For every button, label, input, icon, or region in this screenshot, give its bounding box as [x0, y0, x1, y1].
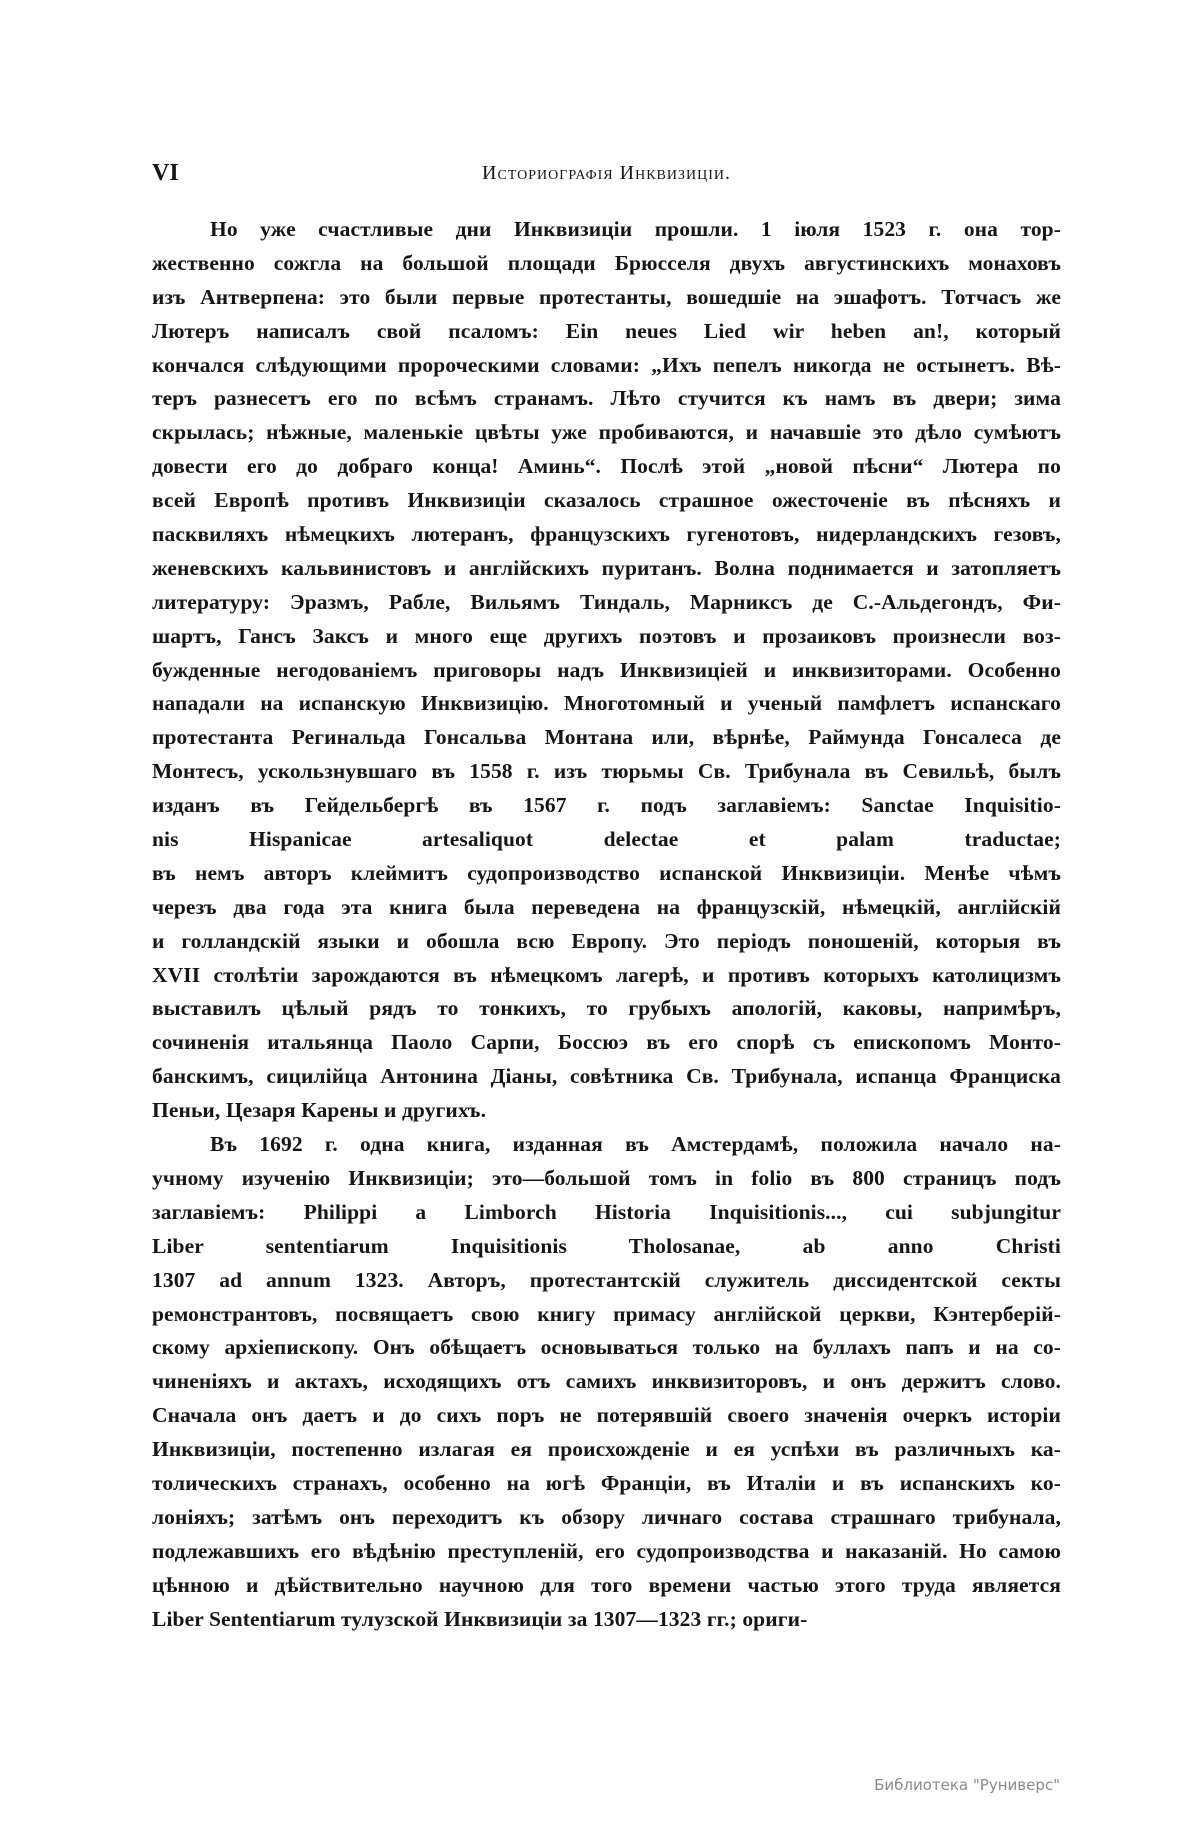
running-title: Историографія Инквизиціи.: [482, 162, 731, 184]
text-line: и голландскій языки и обошла всю Европу. Это періодъ поношеній, которыя въ: [152, 928, 1061, 953]
text-line: шартъ, Гансъ Заксъ и много еще другихъ поэтовъ и прозаиковъ произнесли воз-: [152, 623, 1061, 648]
text-line: nis Hispanicae artesaliquot delectae et palam traductae;: [152, 827, 1061, 852]
text-line: Инквизиціи, постепенно излагая ея происхожденіе и ея успѣхи въ различныхъ ка-: [152, 1437, 1061, 1462]
text-line: Пеньи, Цезаря Карены и другихъ.: [152, 1098, 487, 1123]
paragraph: [152, 1128, 1061, 1636]
text-line: выставилъ цѣлый рядъ то тонкихъ, то грубыхъ апологій, каковы, напримѣръ,: [152, 996, 1061, 1021]
text-line: скому архіепископу. Онъ обѣщаетъ основываться только на буллахъ папъ и на со-: [152, 1335, 1061, 1360]
text-line: чиненіяхъ и актахъ, исходящихъ отъ самихъ инквизиторовъ, и онъ держитъ слово.: [152, 1369, 1061, 1394]
page-number: VI: [152, 160, 179, 186]
text-line: сочиненія итальянца Паоло Сарпи, Боссюэ въ его спорѣ съ епископомъ Монто-: [152, 1030, 1061, 1055]
text-line: заглавіемъ: Philippi a Limborch Historia Inquisitionis..., cui subjungitur: [152, 1199, 1061, 1224]
text-line: Сначала онъ даетъ и до сихъ поръ не потерявшій своего значенія очеркъ исторіи: [152, 1403, 1061, 1428]
text-line: жественно сожгла на большой площади Брюсселя двухъ августинскихъ монаховъ: [152, 250, 1061, 275]
text-line: скрылась; нѣжные, маленькіе цвѣты уже пробиваются, и начавшіе это дѣло сумѣютъ: [152, 420, 1061, 445]
text-line: банскимъ, сицилійца Антонина Діаны, совѣтника Св. Трибунала, испанца Франциска: [152, 1064, 1061, 1089]
text-line: изъ Антверпена: это были первые протестанты, вошедшіе на эшафотъ. Тотчасъ же: [152, 284, 1061, 309]
text-line: протестанта Регинальда Гонсальва Монтана или, вѣрнѣе, Раймунда Гонсалеса де: [152, 725, 1061, 750]
text-line: теръ разнесетъ его по всѣмъ странамъ. Лѣто стучится къ намъ въ двери; зима: [152, 386, 1061, 411]
text-line: 1307 ad annum 1323. Авторъ, протестантскій служитель диссидентской секты: [152, 1267, 1061, 1292]
text-line: Лютеръ написалъ свой псаломъ: Ein neues Lied wir heben an!, который: [152, 318, 1061, 343]
text-line: литературу: Эразмъ, Рабле, Вильямъ Тиндаль, Марниксъ де С.-Альдегондъ, Фи-: [152, 589, 1061, 614]
text-line: черезъ два года эта книга была переведена на французскій, нѣмецкій, англійскій: [152, 894, 1061, 919]
page-header: [152, 160, 1061, 192]
paragraph: [152, 213, 1061, 1128]
text-line: нападали на испанскую Инквизицію. Многотомный и ученый памфлетъ испанскаго: [152, 691, 1061, 716]
text-line: Liber sententiarum Inquisitionis Tholosanae, ab anno Christi: [152, 1233, 1061, 1258]
text-line: подлежавшихъ его вѣдѣнію преступленій, его судопроизводства и наказаній. Но самою: [152, 1538, 1061, 1563]
text-line: пасквиляхъ нѣмецкихъ лютеранъ, французскихъ гугенотовъ, нидерландскихъ гезовъ,: [152, 522, 1061, 547]
text-line: бужденные негодованіемъ приговоры надъ Инквизиціей и инквизиторами. Особенно: [152, 657, 1061, 682]
text-line: всей Европѣ противъ Инквизиціи сказалось страшное ожесточеніе въ пѣсняхъ и: [152, 488, 1061, 513]
text-line: въ немъ авторъ клеймитъ судопроизводство испанской Инквизиціи. Менѣе чѣмъ: [152, 860, 1061, 885]
book-page: [152, 0, 1061, 1826]
text-line: Въ 1692 г. одна книга, изданная въ Амстердамѣ, положила начало на-: [210, 1132, 1061, 1157]
text-line: изданъ въ Гейдельбергѣ въ 1567 г. подъ заглавіемъ: Sanctae Inquisitio-: [152, 793, 1061, 818]
text-line: толическихъ странахъ, особенно на югѣ Франціи, въ Италіи и въ испанскихъ ко-: [152, 1470, 1061, 1495]
body-text: [152, 213, 1061, 1636]
text-line: цѣнною и дѣйствительно научною для того времени частью этого труда является: [152, 1572, 1061, 1597]
text-line: лоніяхъ; затѣмъ онъ переходитъ къ обзору личнаго состава страшнаго трибунала,: [152, 1504, 1061, 1529]
text-line: Монтесъ, ускользнувшаго въ 1558 г. изъ тюрьмы Св. Трибунала въ Севильѣ, былъ: [152, 759, 1061, 784]
text-line: ремонстрантовъ, посвящаетъ свою книгу примасу англійской церкви, Кэнтерберій-: [152, 1301, 1061, 1326]
library-watermark: Библиотека "Руниверс": [874, 1776, 1060, 1794]
text-line: Но уже счастливые дни Инквизиціи прошли. 1 іюля 1523 г. она тор-: [210, 217, 1061, 241]
text-line: кончался слѣдующими пророческими словами: „Ихъ пепелъ никогда не остынетъ. Вѣ-: [152, 352, 1061, 377]
text-line: XVII столѣтіи зарождаются въ нѣмецкомъ лагерѣ, и противъ которыхъ католицизмъ: [152, 962, 1061, 987]
text-line: учному изученію Инквизиціи; это—большой томъ in folio въ 800 страницъ подъ: [152, 1165, 1061, 1190]
text-line: Liber Sententiarum тулузской Инквизиціи за 1307—1323 гг.; ориги-: [152, 1606, 808, 1631]
text-line: довести его до добраго конца! Аминь“. Послѣ этой „новой пѣсни“ Лютера по: [152, 454, 1061, 479]
text-line: женевскихъ кальвинистовъ и англійскихъ пуританъ. Волна поднимается и затопляетъ: [152, 555, 1061, 580]
